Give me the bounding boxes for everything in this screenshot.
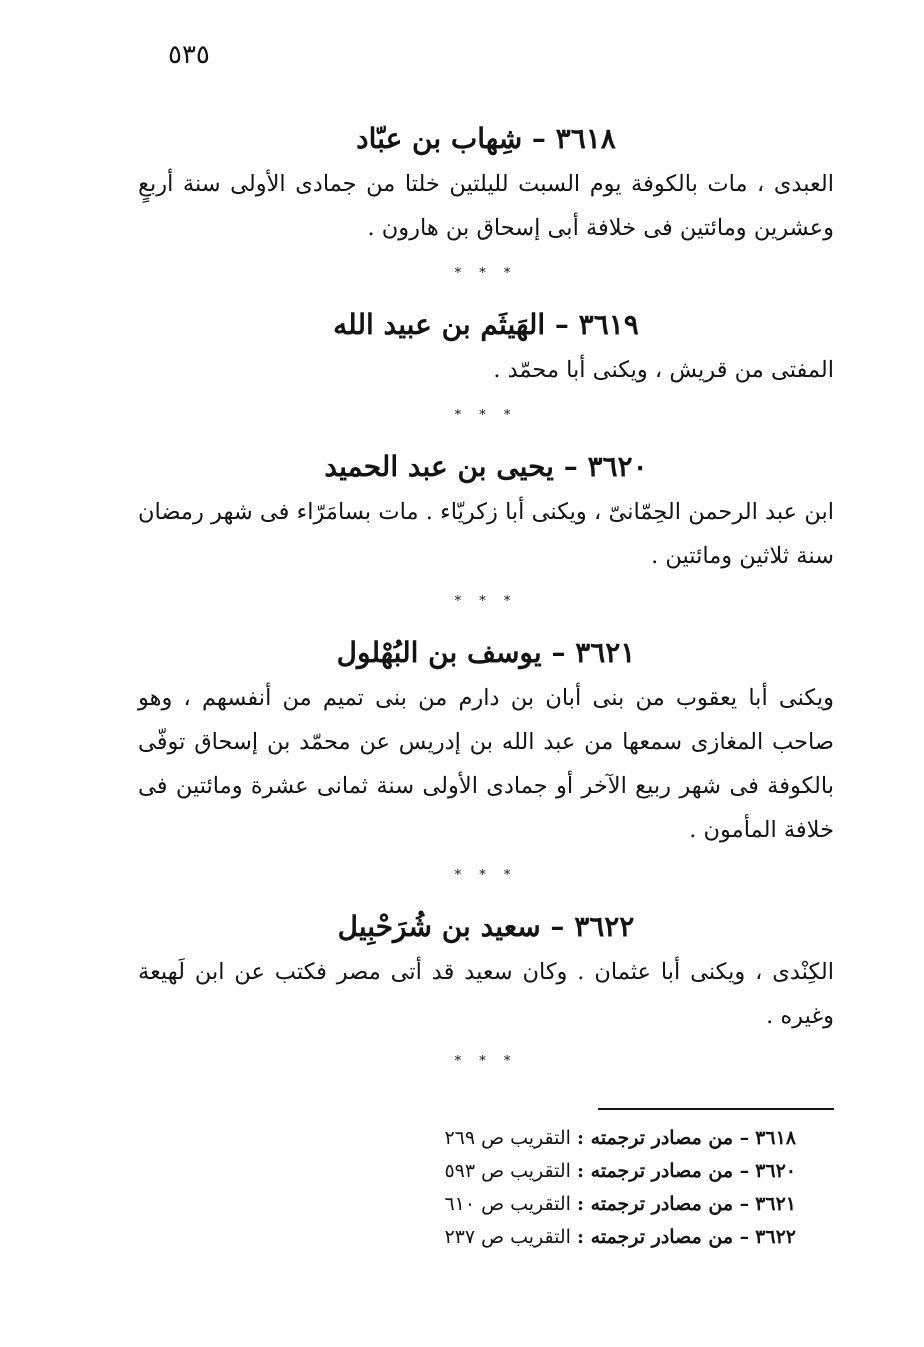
entry-title: ٣٦٢٢ – سعيد بن شُرَحْبِيل bbox=[337, 910, 635, 943]
section-separator: * * * bbox=[454, 868, 518, 883]
footnote-label: – من مصادر ترجمته : bbox=[577, 1160, 750, 1182]
footnotes bbox=[380, 1122, 796, 1254]
footnote-rule bbox=[598, 1108, 834, 1110]
entry-body: ابن عبد الرحمن الحِمّانىّ ، ويكنى أبا زكريّاء . مات بسامَرّاء فى شهر رمضان سنة ثلاثين ومائتين . bbox=[138, 499, 834, 569]
page-number: ٥٣٥ bbox=[168, 40, 210, 70]
entry-title: ٣٦٢١ – يوسف بن البُهْلول bbox=[336, 636, 636, 669]
footnote-reference: التقريب ص ٢٣٧ bbox=[444, 1226, 571, 1248]
footnote-label: – من مصادر ترجمته : bbox=[577, 1193, 750, 1215]
footnote-label: – من مصادر ترجمته : bbox=[577, 1127, 750, 1149]
section-separator: * * * bbox=[454, 266, 518, 281]
entry-title: ٣٦٢٠ – يحيى بن عبد الحميد bbox=[324, 450, 648, 483]
entry-3621 bbox=[138, 632, 834, 852]
entry-title: ٣٦١٨ – شِهاب بن عبّاد bbox=[356, 122, 616, 155]
footnote-label: – من مصادر ترجمته : bbox=[577, 1226, 750, 1248]
entry-body: الكِنْدى ، ويكنى أبا عثمان . وكان سعيد قد أتى مصر فكتب عن ابن لَهيعة وغيره . bbox=[138, 959, 834, 1029]
footnote-reference: التقريب ص ٥٩٣ bbox=[444, 1160, 571, 1182]
main-text bbox=[138, 118, 834, 1092]
footnote-reference: التقريب ص ٢٦٩ bbox=[444, 1127, 571, 1149]
entry-3618 bbox=[138, 118, 834, 250]
entry-body: المفتى من قريش ، ويكنى أبا محمّد . bbox=[493, 357, 834, 383]
footnote-item bbox=[380, 1122, 796, 1155]
section-separator: * * * bbox=[454, 1054, 518, 1069]
entry-3622 bbox=[138, 906, 834, 1038]
entry-3619 bbox=[138, 304, 834, 392]
footnote-reference: التقريب ص ٦١٠ bbox=[444, 1193, 571, 1215]
footnote-number: ٣٦٢٠ bbox=[755, 1160, 796, 1182]
entry-title: ٣٦١٩ – الهَيثَم بن عبيد الله bbox=[333, 308, 639, 341]
footnote-item bbox=[380, 1221, 796, 1254]
entry-body: العبدى ، مات بالكوفة يوم السبت لليلتين خلتا من جمادى الأولى سنة أربعٍ وعشرين ومائتين فى خلافة أبى إسحاق بن هارون . bbox=[138, 171, 834, 241]
footnote-item bbox=[380, 1188, 796, 1221]
entry-3620 bbox=[138, 446, 834, 578]
footnote-number: ٣٦٢٢ bbox=[755, 1226, 796, 1248]
section-separator: * * * bbox=[454, 594, 518, 609]
entry-body: ويكنى أبا يعقوب من بنى أبان بن دارم من بنى تميم من أنفسهم ، وهو صاحب المغازى سمعها من عبد الله بن إدريس عن محمّد بن إسحاق توفّى بالكوفة فى شهر ربيع الآخر أو جمادى الأولى سنة ثمانى عشرة ومائتين فى خلافة المأمون . bbox=[138, 685, 834, 843]
footnote-number: ٣٦١٨ bbox=[755, 1127, 796, 1149]
section-separator: * * * bbox=[454, 408, 518, 423]
footnote-item bbox=[380, 1155, 796, 1188]
footnote-number: ٣٦٢١ bbox=[755, 1193, 796, 1215]
